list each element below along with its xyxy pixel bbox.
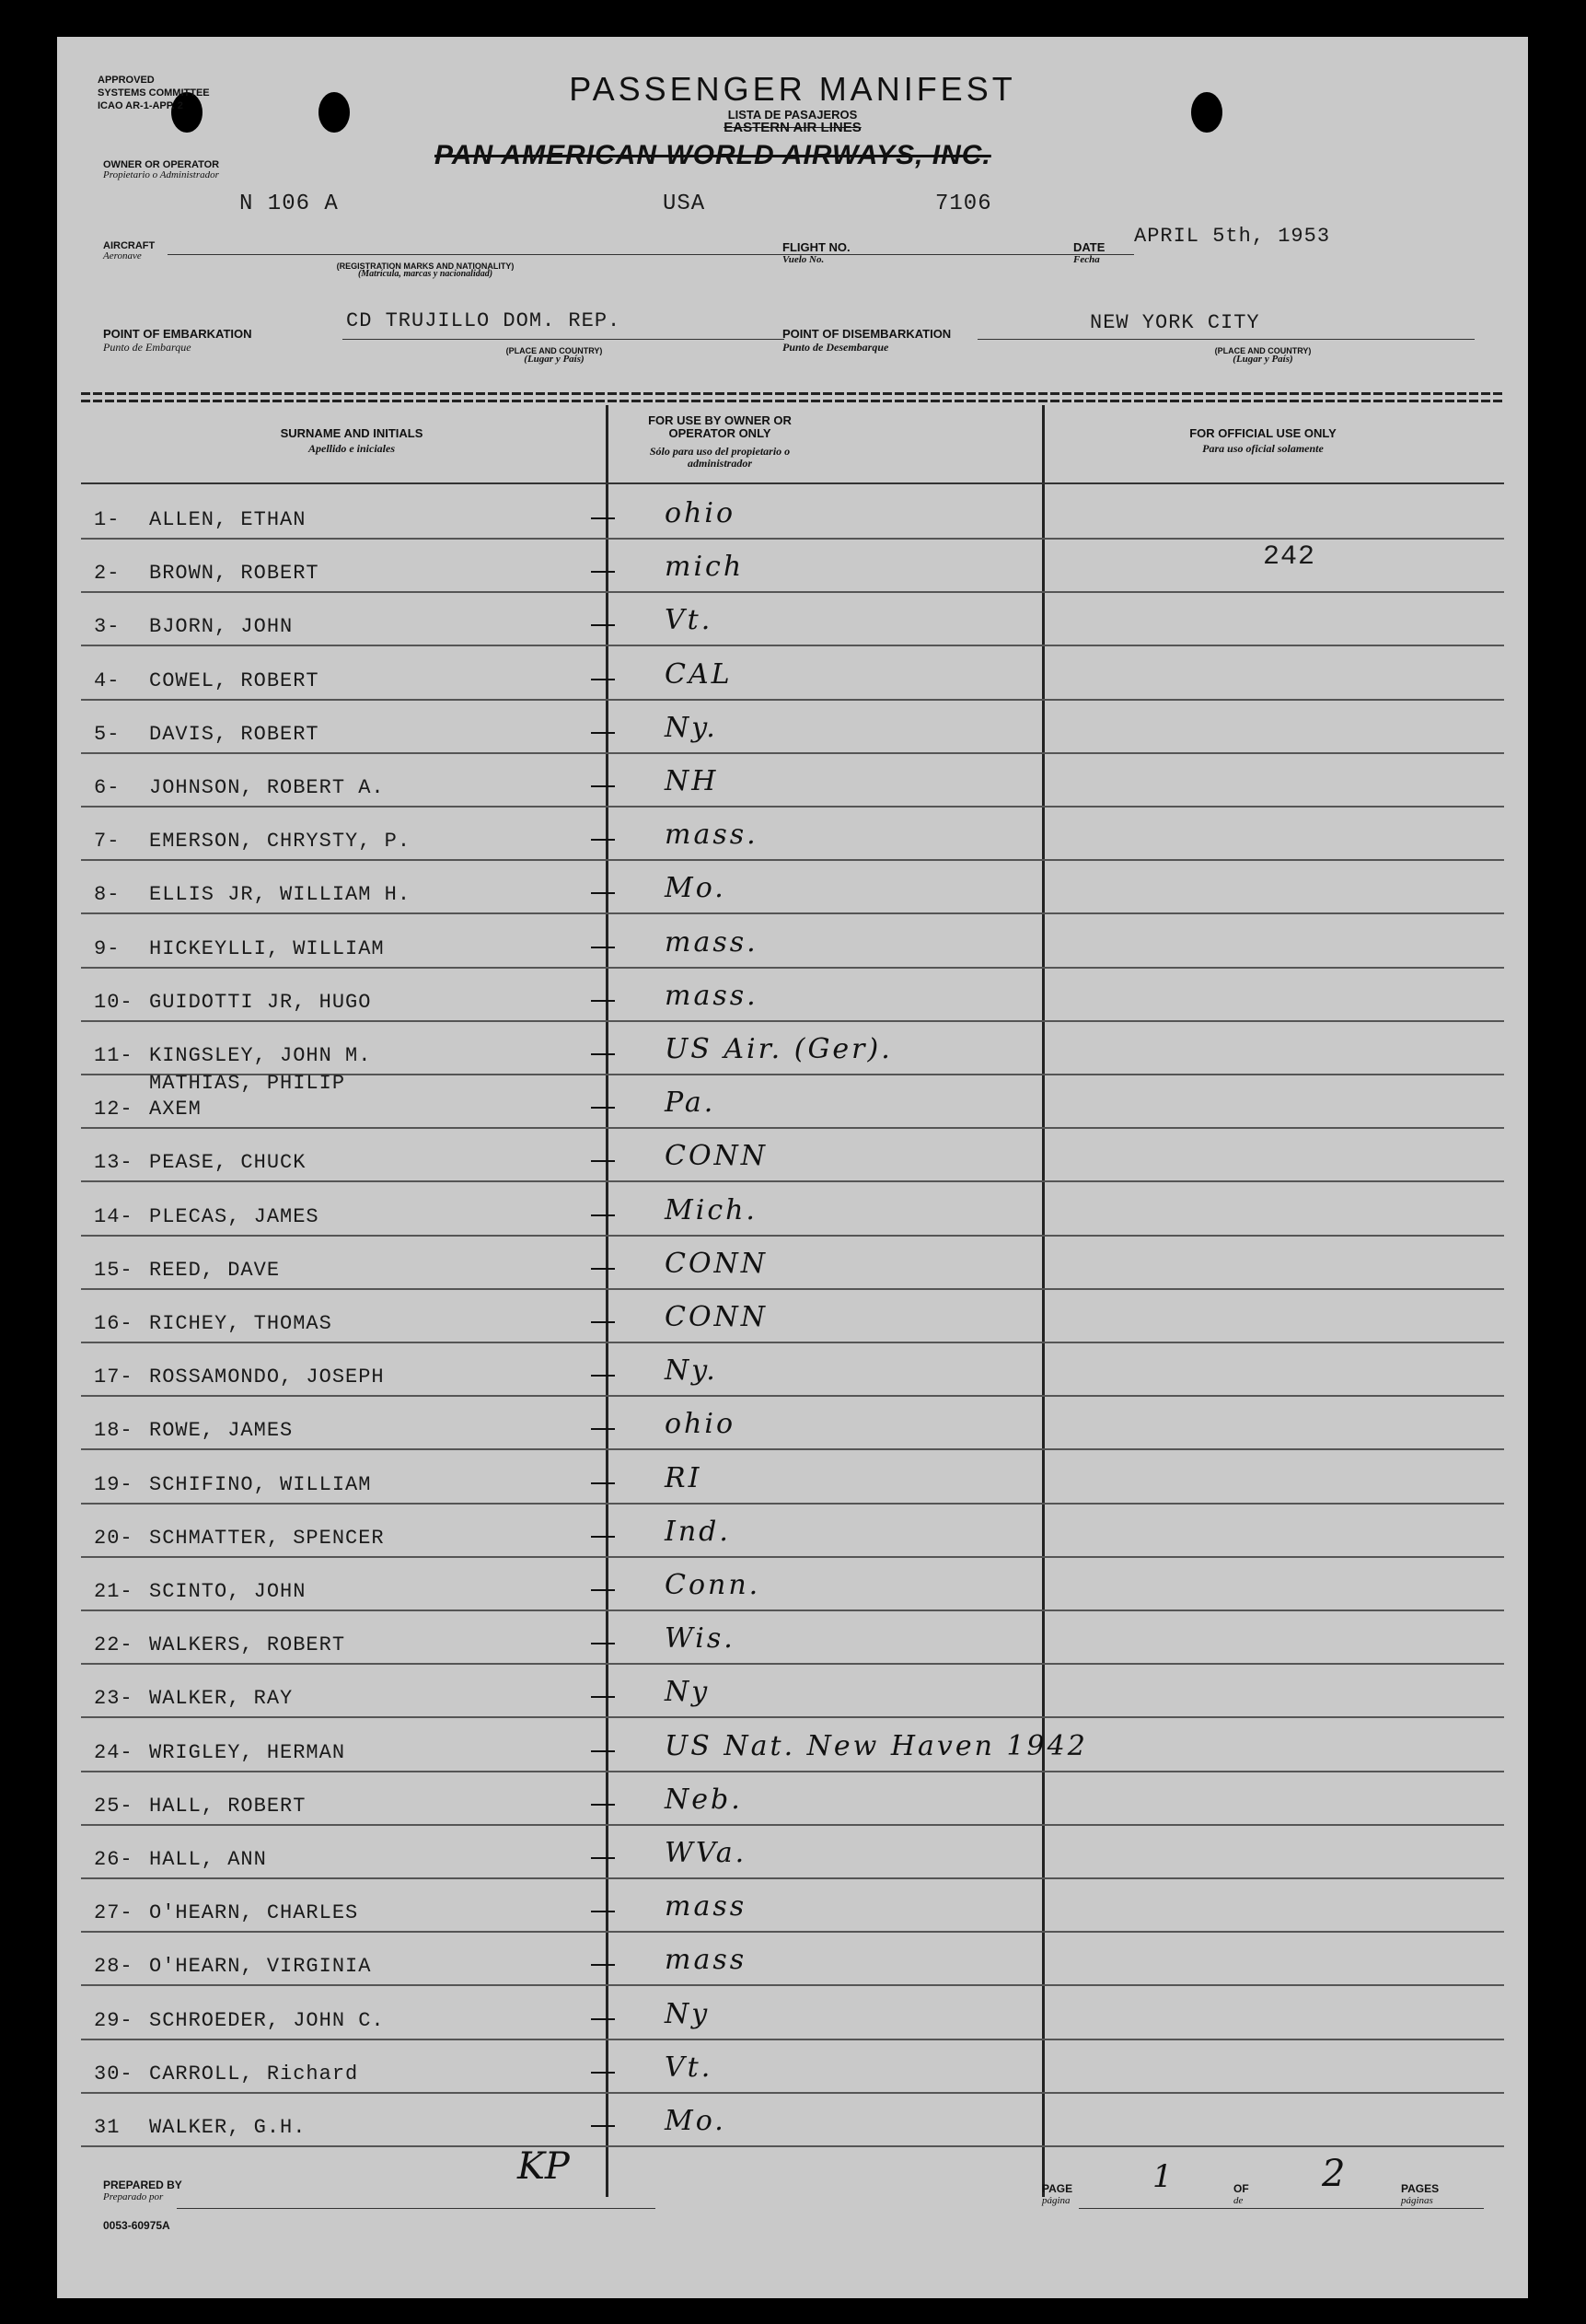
- handwritten-note: CONN: [665, 1247, 769, 1280]
- passenger-name: ROWE, JAMES: [149, 1419, 294, 1443]
- handwritten-note: CAL: [665, 657, 733, 691]
- of-label: OF: [1233, 2182, 1249, 2195]
- passenger-name: CARROLL, Richard: [149, 2062, 359, 2086]
- row-divider: [81, 645, 1504, 646]
- owner-label: OWNER OR OPERATOR: [103, 159, 220, 170]
- column-divider: [606, 405, 608, 2197]
- handwritten-note: mass: [665, 1944, 747, 1977]
- row-number: 20-: [94, 1526, 133, 1550]
- row11-extra-name: MATHIAS, PHILIP: [149, 1072, 346, 1095]
- passenger-name: WALKER, G.H.: [149, 2116, 307, 2139]
- passenger-name: BROWN, ROBERT: [149, 562, 319, 586]
- handwritten-note: RI: [665, 1461, 702, 1494]
- approved-block: APPROVED SYSTEMS COMMITTEE ICAO AR-1-APP. 2: [98, 75, 210, 111]
- tick-mark: [591, 2018, 615, 2020]
- row-number: 21-: [94, 1580, 133, 1603]
- handwritten-note: Neb.: [665, 1783, 743, 1816]
- col-header-operator: FOR USE BY OWNER OR OPERATOR ONLY: [648, 413, 792, 440]
- row-number: 7-: [94, 830, 121, 854]
- pages-label-es: páginas: [1401, 2195, 1433, 2206]
- page-label-es: página: [1042, 2195, 1071, 2206]
- passenger-name: WALKERS, ROBERT: [149, 1633, 346, 1657]
- row-divider: [81, 806, 1504, 808]
- row-divider: [81, 1127, 1504, 1129]
- passenger-name: SCHMATTER, SPENCER: [149, 1526, 385, 1550]
- col-header-surname: SURNAME AND INITIALS: [280, 426, 423, 440]
- embark-label: POINT OF EMBARKATION: [103, 327, 252, 341]
- passenger-name: SCHIFINO, WILLIAM: [149, 1472, 372, 1496]
- row-number: 19-: [94, 1472, 133, 1496]
- row-divider: [81, 1931, 1504, 1933]
- tick-mark: [591, 624, 615, 626]
- row-divider: [81, 1503, 1504, 1505]
- col-header-surname-es: Apellido e iniciales: [308, 442, 395, 455]
- pages-total: 2: [1322, 2153, 1346, 2195]
- handwritten-note: ohio: [665, 1408, 736, 1441]
- registration-value: USA: [663, 192, 706, 216]
- passenger-name: HICKEYLLI, WILLIAM: [149, 936, 385, 960]
- tick-mark: [591, 1911, 615, 1912]
- prepared-label: PREPARED BY: [103, 2179, 182, 2191]
- page-title-es: LISTA DE PASAJEROS: [727, 108, 858, 122]
- handwritten-note: Ind.: [665, 1515, 731, 1548]
- flight-label-es: Vuelo No.: [782, 254, 825, 265]
- page-title: PASSENGER MANIFEST: [569, 70, 1016, 108]
- embark-label-es: Punto de Embarque: [103, 341, 191, 354]
- tick-mark: [591, 1804, 615, 1806]
- tick-mark: [591, 1589, 615, 1591]
- handwritten-note: WVa.: [665, 1837, 747, 1869]
- page-label: PAGE: [1042, 2182, 1073, 2195]
- tick-mark: [591, 2125, 615, 2127]
- row-divider: [81, 1716, 1504, 1718]
- row-number: 5-: [94, 722, 121, 746]
- passenger-name: JOHNSON, ROBERT A.: [149, 776, 385, 799]
- handwritten-note: Wis.: [665, 1622, 735, 1656]
- passenger-name: ALLEN, ETHAN: [149, 508, 307, 531]
- row-number: 26-: [94, 1848, 133, 1871]
- row-number: 9-: [94, 936, 121, 960]
- tick-mark: [591, 1214, 615, 1216]
- row-divider: [81, 1609, 1504, 1611]
- tick-mark: [591, 892, 615, 894]
- row-number: 18-: [94, 1419, 133, 1443]
- tick-mark: [591, 1428, 615, 1430]
- pages-label: PAGES: [1401, 2182, 1440, 2195]
- disembark-label: POINT OF DISEMBARKATION: [782, 327, 952, 341]
- tick-mark: [591, 2072, 615, 2074]
- handwritten-note: mass.: [665, 925, 758, 959]
- passenger-name: BJORN, JOHN: [149, 615, 294, 639]
- row-number: 16-: [94, 1312, 133, 1335]
- aircraft-label-es: Aeronave: [103, 250, 142, 261]
- tick-mark: [591, 1696, 615, 1698]
- handwritten-note: Vt.: [665, 604, 713, 637]
- handwritten-note: US Air. (Ger).: [665, 1033, 893, 1065]
- tick-mark: [591, 1107, 615, 1109]
- tick-mark: [591, 679, 615, 680]
- passenger-name: KINGSLEY, JOHN M.: [149, 1044, 372, 1067]
- row-number: 8-: [94, 883, 121, 907]
- handwritten-note: Ny.: [665, 1354, 718, 1388]
- row-divider: [81, 2039, 1504, 2040]
- handwritten-note: Ny: [665, 1676, 711, 1709]
- struck-airline-1: EASTERN AIR LINES: [724, 120, 862, 135]
- handwritten-note: US Nat. New Haven 1942: [665, 1729, 1088, 1762]
- row-divider: [81, 1556, 1504, 1558]
- date-label-es: Fecha: [1073, 254, 1100, 265]
- date-label: DATE: [1073, 240, 1106, 254]
- passenger-name: GUIDOTTI JR, HUGO: [149, 990, 372, 1014]
- passenger-name: O'HEARN, VIRGINIA: [149, 1955, 372, 1979]
- of-label-es: de: [1233, 2195, 1244, 2206]
- row-divider: [81, 967, 1504, 969]
- place-label-1-es: (Lugar y País): [524, 354, 585, 365]
- row-divider: [81, 2145, 1504, 2147]
- handwritten-note: Mo.: [665, 872, 726, 905]
- row-divider: [81, 1824, 1504, 1826]
- handwritten-note: mass.: [665, 819, 758, 852]
- tick-mark: [591, 947, 615, 948]
- row-divider: [81, 1342, 1504, 1343]
- tick-mark: [591, 1536, 615, 1538]
- passenger-name: HALL, ANN: [149, 1848, 267, 1871]
- row-number: 14-: [94, 1204, 133, 1228]
- manifest-sheet: [57, 37, 1528, 2298]
- col-header-operator-es: Sólo para uso del propietario o administrador: [649, 445, 791, 470]
- handwritten-note: Vt.: [665, 2051, 713, 2084]
- row-number: 12-: [94, 1098, 133, 1121]
- place-label-1: (PLACE AND COUNTRY): [505, 346, 603, 355]
- handwritten-note: Mich.: [665, 1193, 758, 1226]
- date-value: APRIL 5th, 1953: [1134, 225, 1331, 248]
- row-number: 31: [94, 2116, 121, 2139]
- row-number: 30-: [94, 2062, 133, 2086]
- row-number: 1-: [94, 508, 121, 531]
- form-number: 0053-60975A: [103, 2219, 170, 2232]
- aircraft-value: N 106 A: [239, 192, 339, 216]
- row-number: 4-: [94, 668, 121, 692]
- row-number: 23-: [94, 1687, 133, 1711]
- tick-mark: [591, 517, 615, 519]
- passenger-name: HALL, ROBERT: [149, 1794, 307, 1818]
- registration-label-es: (Matrícula, marcas y nacionalidad): [357, 269, 493, 279]
- row-number: 24-: [94, 1740, 133, 1764]
- row-number: 25-: [94, 1794, 133, 1818]
- tick-mark: [591, 1482, 615, 1484]
- place-label-2: (PLACE AND COUNTRY): [1214, 346, 1312, 355]
- row-number: 13-: [94, 1151, 133, 1175]
- row-number: 22-: [94, 1633, 133, 1657]
- row-number: 28-: [94, 1955, 133, 1979]
- row-number: 29-: [94, 2008, 133, 2032]
- passenger-name: ROSSAMONDO, JOSEPH: [149, 1365, 385, 1389]
- column-divider: [1042, 405, 1045, 2197]
- row-divider: [81, 1020, 1504, 1022]
- passenger-name: RICHEY, THOMAS: [149, 1312, 332, 1335]
- disembark-label-es: Punto de Desembarque: [782, 341, 889, 354]
- prepared-label-es: Preparado por: [103, 2191, 164, 2202]
- handwritten-note: NH: [665, 765, 719, 797]
- row-divider: [81, 699, 1504, 701]
- passenger-name: PEASE, CHUCK: [149, 1151, 307, 1175]
- row-divider: [81, 1395, 1504, 1397]
- passenger-name: O'HEARN, CHARLES: [149, 1901, 359, 1925]
- passenger-name: SCHROEDER, JOHN C.: [149, 2008, 385, 2032]
- tick-mark: [591, 785, 615, 787]
- tick-mark: [591, 732, 615, 734]
- row-number: 15-: [94, 1258, 133, 1282]
- handwritten-note: Ny: [665, 1997, 711, 2030]
- row-divider: [81, 1180, 1504, 1182]
- row-number: 3-: [94, 615, 121, 639]
- row-divider: [81, 1663, 1504, 1665]
- passenger-name: COWEL, ROBERT: [149, 668, 319, 692]
- row-divider: [81, 1771, 1504, 1772]
- handwritten-note: ohio: [665, 497, 736, 529]
- passenger-name: WRIGLEY, HERMAN: [149, 1740, 346, 1764]
- tick-mark: [591, 1000, 615, 1002]
- row-divider: [81, 859, 1504, 861]
- passenger-name: AXEM: [149, 1098, 202, 1121]
- page-number: 1: [1152, 2158, 1173, 2195]
- prepared-signature: KP: [517, 2145, 570, 2188]
- row-number: 17-: [94, 1365, 133, 1389]
- handwritten-note: Ny.: [665, 711, 718, 744]
- handwritten-note: mich: [665, 551, 745, 584]
- passenger-name: ELLIS JR, WILLIAM H.: [149, 883, 411, 907]
- row-number: 2-: [94, 562, 121, 586]
- row-divider: [81, 1877, 1504, 1879]
- row-divider: [81, 912, 1504, 914]
- tick-mark: [591, 1160, 615, 1162]
- row-divider: [81, 591, 1504, 593]
- handwritten-note: mass: [665, 1890, 747, 1923]
- tick-mark: [591, 1643, 615, 1644]
- aircraft-label: AIRCRAFT: [103, 240, 156, 251]
- row-divider: [81, 1448, 1504, 1450]
- col-header-official: FOR OFFICIAL USE ONLY: [1189, 426, 1337, 440]
- tick-mark: [591, 1857, 615, 1859]
- tick-mark: [591, 1375, 615, 1377]
- passenger-name: DAVIS, ROBERT: [149, 722, 319, 746]
- handwritten-note: CONN: [665, 1140, 769, 1173]
- handwritten-note: CONN: [665, 1301, 769, 1333]
- row-number: 27-: [94, 1901, 133, 1925]
- disembark-value: NEW YORK CITY: [1090, 311, 1260, 334]
- flight-label: FLIGHT NO.: [782, 240, 851, 254]
- tick-mark: [591, 1750, 615, 1752]
- handwritten-note: Conn.: [665, 1569, 761, 1601]
- row-divider: [81, 752, 1504, 754]
- registration-label: (REGISTRATION MARKS AND NATIONALITY): [336, 261, 515, 271]
- handwritten-note: Mo.: [665, 2105, 726, 2137]
- row-divider: [81, 1984, 1504, 1986]
- passenger-name: PLECAS, JAMES: [149, 1204, 319, 1228]
- row-divider: [81, 538, 1504, 540]
- tick-mark: [591, 1053, 615, 1055]
- col-header-official-es: Para uso oficial solamente: [1202, 442, 1324, 455]
- row-number: 11-: [94, 1044, 133, 1067]
- owner-label-es: Propietario o Administrador: [103, 169, 219, 180]
- passenger-name: REED, DAVE: [149, 1258, 281, 1282]
- row-number: 6-: [94, 776, 121, 799]
- official-number: 242: [1263, 541, 1316, 573]
- tick-mark: [591, 1268, 615, 1270]
- struck-airline-2: PAN AMERICAN WORLD AIRWAYS, INC.: [434, 140, 991, 170]
- row-divider: [81, 1235, 1504, 1237]
- row-divider: [81, 1288, 1504, 1290]
- passenger-name: EMERSON, CHRYSTY, P.: [149, 830, 411, 854]
- tick-mark: [591, 839, 615, 841]
- tick-mark: [591, 571, 615, 573]
- passenger-name: SCINTO, JOHN: [149, 1580, 307, 1603]
- embark-value: CD TRUJILLO DOM. REP.: [346, 309, 621, 332]
- handwritten-note: mass.: [665, 979, 758, 1012]
- row-number: 10-: [94, 990, 133, 1014]
- row-divider: [81, 2092, 1504, 2094]
- tick-mark: [591, 1964, 615, 1966]
- passenger-name: WALKER, RAY: [149, 1687, 294, 1711]
- flight-value: 7106: [935, 192, 992, 216]
- tick-mark: [591, 1321, 615, 1323]
- place-label-2-es: (Lugar y País): [1233, 354, 1293, 365]
- handwritten-note: Pa.: [665, 1086, 716, 1120]
